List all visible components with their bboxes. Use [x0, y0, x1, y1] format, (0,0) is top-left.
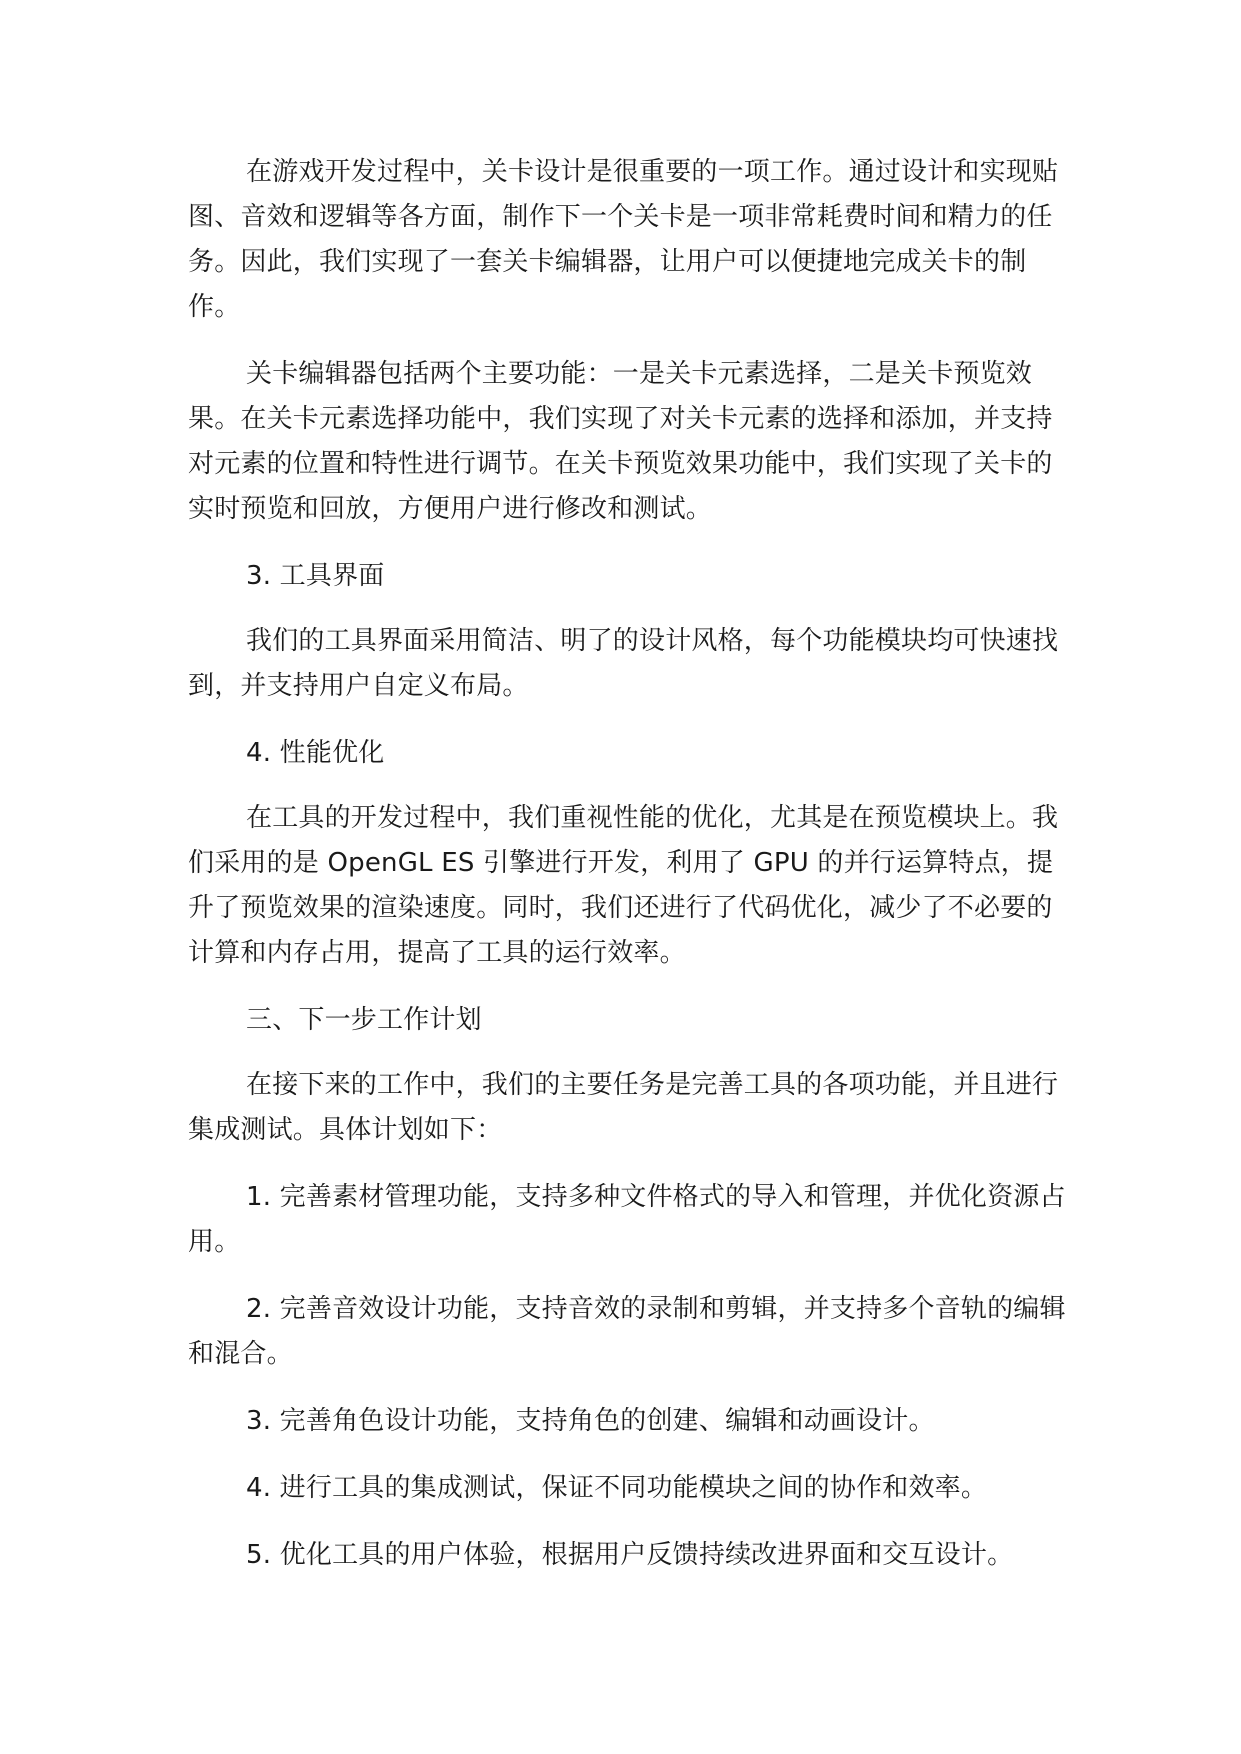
section-heading-next-plan: 三、下一步工作计划: [246, 1005, 482, 1035]
plan-item-3: 3. 完善角色设计功能，支持角色的创建、编辑和动画设计。: [246, 1406, 935, 1436]
section-heading-tool-interface: 3. 工具界面: [246, 561, 385, 591]
plan-item-1: 1. 完善素材管理功能，支持多种文件格式的导入和管理，并优化资源占用。: [188, 1182, 1066, 1257]
document-body: [188, 150, 1068, 1600]
plan-item-5: 5. 优化工具的用户体验，根据用户反馈持续改进界面和交互设计。: [246, 1540, 1014, 1570]
plan-item-2: 2. 完善音效设计功能，支持音效的录制和剪辑，并支持多个音轨的编辑和混合。: [188, 1294, 1066, 1369]
plan-item-4: 4. 进行工具的集成测试，保证不同功能模块之间的协作和效率。: [246, 1473, 988, 1503]
section-heading-performance: 4. 性能优化: [246, 738, 385, 768]
paragraph-performance: 在工具的开发过程中，我们重视性能的优化，尤其是在预览模块上。我们采用的是 OpenGL ES 引擎进行开发，利用了 GPU 的并行运算特点，提升了预览效果的渲染速度。同时，我们还进行了代码优化，减少了不必要的计算和内存占用，提高了工具的运行效率。: [188, 803, 1059, 968]
paragraph-next-plan-intro: 在接下来的工作中，我们的主要任务是完善工具的各项功能，并且进行集成测试。具体计划如下：: [188, 1070, 1059, 1145]
paragraph-tool-interface: 我们的工具界面采用简洁、明了的设计风格，每个功能模块均可快速找到，并支持用户自定义布局。: [188, 626, 1059, 701]
paragraph-level-design-intro: 在游戏开发过程中，关卡设计是很重要的一项工作。通过设计和实现贴图、音效和逻辑等各方面，制作下一个关卡是一项非常耗费时间和精力的任务。因此，我们实现了一套关卡编辑器，让用户可以便捷地完成关卡的制作。: [188, 157, 1059, 322]
paragraph-level-editor-features: 关卡编辑器包括两个主要功能：一是关卡元素选择，二是关卡预览效果。在关卡元素选择功能中，我们实现了对关卡元素的选择和添加，并支持对元素的位置和特性进行调节。在关卡预览效果功能中，我们实现了关卡的实时预览和回放，方便用户进行修改和测试。: [188, 359, 1053, 524]
